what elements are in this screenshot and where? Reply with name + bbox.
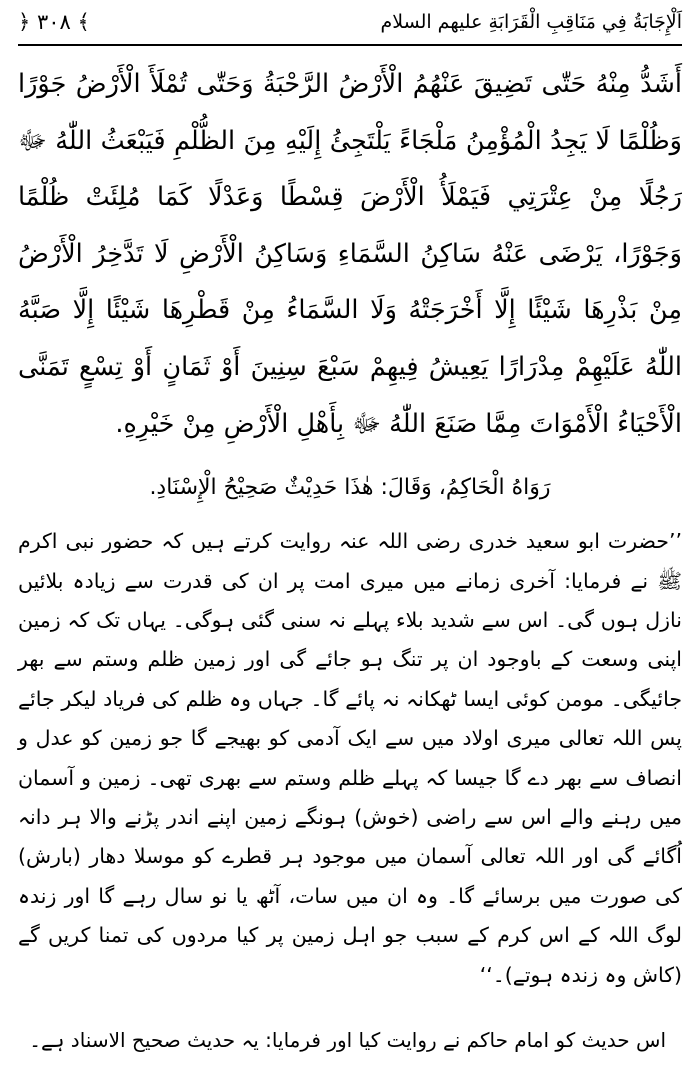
urdu-translation — [14, 522, 686, 995]
isnad-line: رَوَاهُ الْحَاكِمُ، وَقَالَ: هٰذَا حَدِيْثٌ صَحِيْحُ الْإِسْنَادِ. — [149, 475, 551, 501]
footer-note: اس حدیث کو امام حاکم نے روایت کیا اور فرمایا: یہ حدیث صحیح الاسناد ہے۔ — [29, 1028, 666, 1053]
arabic-hadith-text — [14, 56, 686, 452]
urdu-paragraph: ’’حضرت ابو سعید خدری رضی اللہ عنہ روایت کرتے ہیں کہ حضور نبی اکرم ﷺ نے فرمایا: آخری زمانے میں میری امت پر ان کی قدرت سے زیادہ بلائیں نازل ہوں گی۔ اس سے شدید بلاء پہلے نہ سنی گئی ہوگی۔ یہاں تک کہ زمین اپنی وسعت کے باوجود ان پر تنگ ہو جائے گی اور زمین ظلم وستم سے بھر جائیگی۔ مومن کوئی ایسا ٹھکانہ نہ پائے گا۔ جہاں وہ ظلم کی فریاد لیکر جائے پس اللہ تعالی میری اولاد میں سے ایک آدمی کو بھیجے گا جو زمین کو عدل و انصاف سے بھر دے گا جیسا کہ پہلے ظلم وستم سے بھری تھی۔ زمین و آسمان میں رہنے والے اس سے راضی (خوش) ہونگے زمین اپنے اندر پڑنے والا ہر دانہ اُگائے گی اور اللہ تعالی آسمان میں موجود ہر قطرے کو موسلا دھار (بارش) کی صورت میں برسائے گا۔ وہ ان میں سات، آٹھ یا نو سال رہے گا اور زندہ لوگ اللہ کے اس کرم کے سبب جو اہل زمین پر کیا مردوں کی تمنا کریں گے (کاش وہ زندہ ہوتے)۔‘‘ — [18, 529, 682, 987]
page-number: ﴿ ٣٠٨ ﴾ — [18, 10, 90, 34]
running-title: اَلْإِجَابَةُ فِي مَنَاقِبِ الْقَرَابَةِ عليهم السلام — [380, 11, 682, 33]
arabic-paragraph: أَشَدُّ مِنْهُ حَتّٰى تَضِيقَ عَنْهُمُ الْأَرْضُ الرَّحْبَةُ وَحَتّٰى تُمْلَأَ الْأَرْضُ جَوْرًا وَظُلْمًا لَا يَجِدُ الْمُؤْمِنُ مَلْجَاءً يَلْتَجِئُ إِلَيْهِ مِنَ الظُّلْمِ فَيَبْعَثُ اللّٰهُ ﷻ رَجُلًا مِنْ عِتْرَتِي فَيَمْلَأُ الْأَرْضَ قِسْطًا وَعَدْلًا كَمَا مُلِئَتْ ظُلْمًا وَجَوْرًا، يَرْضَى عَنْهُ سَاكِنُ السَّمَاءِ وَسَاكِنُ الْأَرْضِ لَا تَدَّخِرُ الْأَرْضُ مِنْ بَذْرِهَا شَيْئًا إِلَّا أَخْرَجَتْهُ وَلَا السَّمَاءُ مِنْ قَطْرِهَا شَيْئًا إِلَّا صَبَّهُ اللّٰهُ عَلَيْهِمْ مِدْرَارًا يَعِيشُ فِيهِمْ سَبْعَ سِنِينَ أَوْ ثَمَانٍ أَوْ تِسْعٍ تَمَنَّى الْأَحْيَاءُ الْأَمْوَاتَ مِمَّا صَنَعَ اللّٰهُ ﷻ بِأَهْلِ الْأَرْضِ مِنْ خَيْرِهِ. — [18, 69, 682, 439]
page-header — [14, 0, 686, 44]
header-rule — [18, 44, 682, 46]
